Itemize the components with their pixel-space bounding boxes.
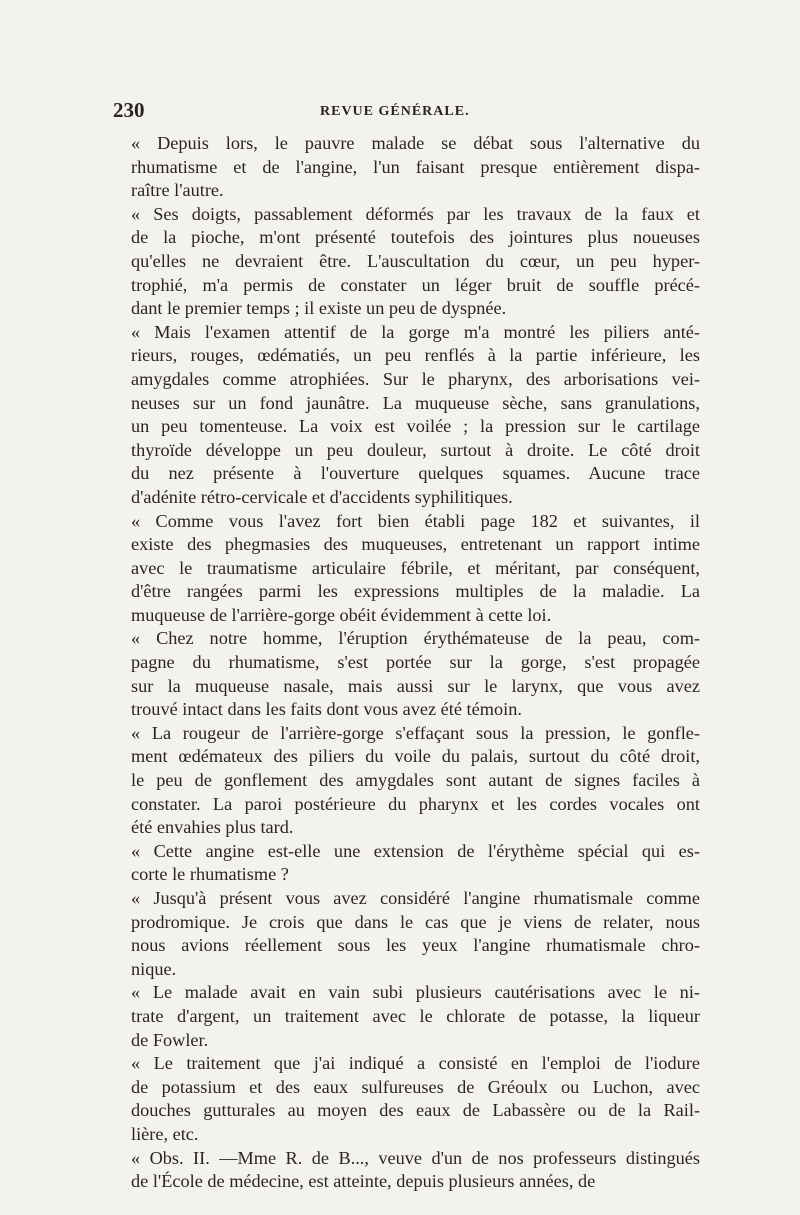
paragraph: [117, 510, 700, 628]
paragraph: [117, 203, 700, 321]
text-line: ment œdémateux des piliers du voile du palais, surtout du côté droit,: [131, 746, 700, 767]
paragraph: [117, 132, 700, 203]
text-line: été envahies plus tard.: [131, 817, 294, 838]
text-line: « Jusqu'à présent vous avez considéré l'angine rhumatismale comme: [131, 888, 700, 908]
text-line: raître l'autre.: [131, 180, 224, 201]
text-line: thyroïde développe un peu douleur, surtout à droite. Le côté droit: [131, 439, 700, 460]
text-line: « La rougeur de l'arrière-gorge s'effaçant sous la pression, le gonfle-: [131, 722, 700, 743]
text-line: « Depuis lors, le pauvre malade se débat sous l'alternative du: [131, 133, 700, 153]
paragraph: [117, 981, 700, 1052]
text-line: le peu de gonflement des amygdales sont autant de signes faciles à: [131, 770, 700, 791]
text-line: « Chez notre homme, l'éruption érythémateuse de la peau, com-: [131, 628, 700, 649]
text-line: de Fowler.: [131, 1029, 209, 1050]
text-line: prodromique. Je crois que dans le cas que je viens de relater, nous: [131, 911, 700, 932]
text-line: constater. La paroi postérieure du pharynx et les cordes vocales ont: [131, 793, 700, 814]
text-line: neuses sur un fond jaunâtre. La muqueuse sèche, sans granulations,: [131, 392, 700, 413]
text-line: trate d'argent, un traitement avec le chlorate de potasse, la liqueur: [131, 1005, 700, 1026]
paragraph: [117, 887, 700, 981]
text-line: avec le traumatisme articulaire fébrile, et méritant, par conséquent,: [131, 557, 700, 578]
paragraph: [117, 321, 700, 510]
text-line: lière, etc.: [131, 1123, 199, 1144]
text-line: existe des phegmasies des muqueuses, entretenant un rapport intime: [131, 534, 700, 555]
text-line: trophié, m'a permis de constater un léger bruit de souffle précé-: [131, 274, 700, 295]
text-line: de l'École de médecine, est atteinte, depuis plusieurs années, de: [131, 1171, 596, 1192]
text-line: « Le malade avait en vain subi plusieurs cautérisations avec le ni-: [131, 982, 700, 1003]
text-line: corte le rhumatisme ?: [131, 864, 289, 885]
paragraph: [117, 627, 700, 721]
paragraph: [117, 840, 700, 887]
page-number: 230: [113, 98, 145, 122]
text-line: sur la muqueuse nasale, mais aussi sur le larynx, que vous avez: [131, 675, 700, 696]
text-line: nous avions réellement sous les yeux l'angine rhumatismale chro-: [131, 935, 700, 956]
text-line: d'adénite rétro-cervicale et d'accidents syphilitiques.: [131, 486, 513, 507]
text-line: du nez présente à l'ouverture quelques squames. Aucune trace: [131, 463, 700, 484]
running-head: REVUE GÉNÉRALE.: [320, 104, 470, 119]
text-line: rhumatisme et de l'angine, l'un faisant presque entièrement dispa-: [131, 156, 700, 177]
body-text: [117, 132, 700, 1194]
text-line: douches gutturales au moyen des eaux de Labassère ou de la Rail-: [131, 1100, 700, 1121]
paragraph: [117, 722, 700, 840]
paragraph: [117, 1147, 700, 1194]
text-line: dant le premier temps ; il existe un peu de dyspnée.: [131, 298, 507, 319]
text-line: pagne du rhumatisme, s'est portée sur la gorge, s'est propagée: [131, 652, 700, 673]
text-line: qu'elles ne devraient être. L'auscultation du cœur, un peu hyper-: [131, 250, 700, 271]
text-line: un peu tomenteuse. La voix est voilée ; la pression sur le cartilage: [131, 416, 700, 437]
text-line: « Cette angine est-elle une extension de l'érythème spécial qui es-: [131, 840, 700, 861]
text-line: nique.: [131, 958, 177, 979]
text-line: « Ses doigts, passablement déformés par les travaux de la faux et: [131, 203, 700, 224]
text-line: rieurs, rouges, œdématiés, un peu renflés à la partie inférieure, les: [131, 345, 700, 366]
text-line: d'être rangées parmi les expressions multiples de la maladie. La: [131, 581, 700, 602]
text-line: « Obs. II. —Mme R. de B..., veuve d'un de nos professeurs distingués: [131, 1147, 700, 1168]
text-line: amygdales comme atrophiées. Sur le pharynx, des arborisations vei-: [131, 368, 700, 389]
text-line: trouvé intact dans les faits dont vous avez été témoin.: [131, 699, 522, 720]
text-line: « Le traitement que j'ai indiqué a consisté en l'emploi de l'iodure: [131, 1053, 700, 1074]
text-line: de la pioche, m'ont présenté toutefois des jointures plus noueuses: [131, 227, 700, 248]
text-line: de potassium et des eaux sulfureuses de Gréoulx ou Luchon, avec: [131, 1076, 700, 1097]
text-line: « Mais l'examen attentif de la gorge m'a montré les piliers anté-: [131, 321, 700, 342]
text-line: « Comme vous l'avez fort bien établi page 182 et suivantes, il: [131, 510, 700, 531]
paragraph: [117, 1052, 700, 1146]
text-line: muqueuse de l'arrière-gorge obéit évidemment à cette loi.: [131, 604, 552, 625]
page-header: [113, 98, 703, 128]
